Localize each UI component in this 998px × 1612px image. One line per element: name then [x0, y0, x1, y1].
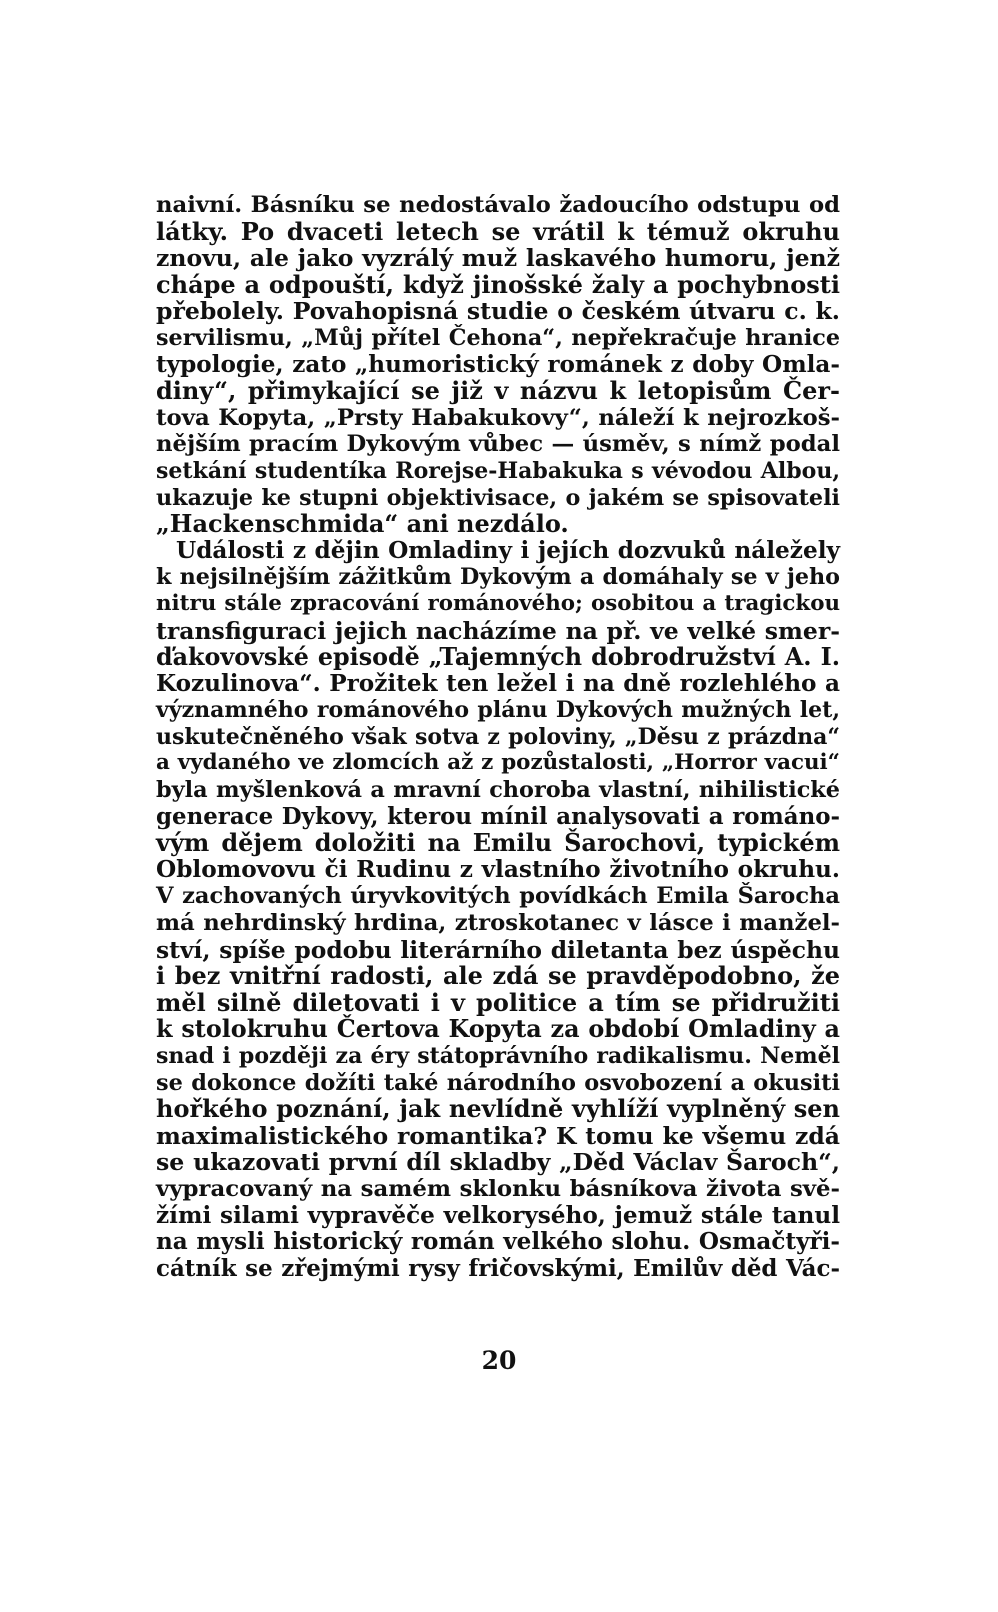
text-line: transfiguraci jejich nacházíme na př. ve velké smer- [156, 616, 840, 645]
text-line: byla myšlenková a mravní choroba vlastní, nihilistické [156, 777, 840, 804]
text-line: typologie, zato „humoristický románek z doby Omla- [156, 350, 840, 378]
text-line: měl silně diletovati i v politice a tím se přidružiti [156, 987, 840, 1017]
text-line-paragraph-end: „Hackenschmida“ ani nezdálo. [156, 509, 569, 539]
text-line: k nejsilnějším zážitkům Dykovým a domáhaly se v jeho [156, 564, 840, 591]
text-line: vypracovaný na samém sklonku básníkova života svě- [156, 1175, 840, 1202]
body-text [156, 192, 840, 1282]
text-line: přebolely. Povahopisná studie o českém útvaru c. k. [156, 297, 840, 326]
text-line: významného románového plánu Dykových mužných let, [156, 697, 840, 724]
text-line: znovu, ale jako vyzrálý muž laskavého humoru, jenž [156, 244, 840, 273]
text-line-paragraph-start: Události z dějin Omladiny i jejích dozvuků náležely [176, 536, 840, 564]
text-line: ství, spíše podobu literárního diletanta bez úspěchu [156, 935, 840, 964]
text-line: tova Kopyta, „Prsty Habakukovy“, náleží k nejrozkoš- [156, 404, 840, 431]
page-number: 20 [481, 1346, 517, 1375]
text-line: ďakovovské episodě „Tajemných dobrodružství A. I. [156, 643, 840, 672]
text-line: cátník se zřejmými rysy fričovskými, Emilův děd Vác- [156, 1254, 840, 1282]
text-line: servilismu, „Můj přítel Čehona“, nepřekračuje hranice [156, 324, 840, 351]
text-line: vým dějem doložiti na Emilu Šarochovi, typickém [156, 828, 840, 858]
text-line: hořkého poznání, jak nevlídně vyhlíží vyplněný sen [156, 1094, 840, 1124]
text-line: naivní. Básníku se nedostávalo žadoucího odstupu od [156, 192, 840, 218]
text-line: uskutečněného však sotva z poloviny, „Děsu z prázdna“ [156, 723, 840, 750]
text-line: na mysli historický román velkého slohu. Osmačtyři- [156, 1228, 840, 1256]
text-line: žími silami vypravěče velkorysého, jemuž stále tanul [156, 1201, 840, 1229]
text-line: diny“, přimykající se již v názvu k letopisům Čer- [156, 376, 840, 406]
text-line: chápe a odpouští, když jinošské žaly a pochybnosti [156, 269, 840, 299]
text-line: maximalistického romantika? K tomu ke všemu zdá [156, 1121, 840, 1150]
text-line: ukazuje ke stupni objektivisace, o jakém se spisovateli [156, 484, 840, 511]
text-line: generace Dykovy, kterou mínil analysovati a románo- [156, 802, 840, 830]
text-line: V zachovaných úryvkovitých povídkách Emila Šarocha [156, 883, 840, 910]
text-line: se dokonce dožíti také národního osvobození a okusiti [156, 1069, 840, 1096]
text-line: setkání studentíka Rorejse-Habakuka s vévodou Albou, [156, 457, 840, 484]
text-line: se ukazovati první díl skladby „Děd Václav Šaroch“, [156, 1148, 840, 1177]
text-line: nitru stále zpracování románového; osobitou a tragickou [156, 590, 840, 616]
text-line: Kozulinova“. Prožitek ten ležel i na dně rozlehlého a [156, 669, 840, 697]
text-line: k stolokruhu Čertova Kopyta za období Omladiny a [156, 1015, 840, 1044]
text-line: a vydaného ve zlomcích až z pozůstalosti, „Horror vacui“ [156, 750, 840, 776]
text-line: látky. Po dvaceti letech se vrátil k témuž okruhu [156, 216, 840, 246]
text-line: nějším pracím Dykovým vůbec — úsměv, s nímž podal [156, 431, 840, 458]
text-line: Oblomovovu či Rudinu z vlastního životního okruhu. [156, 855, 840, 883]
text-line: i bez vnitřní radosti, ale zdá se pravděpodobno, že [156, 961, 840, 991]
text-line: snad i později za éry státoprávního radikalismu. Neměl [156, 1043, 840, 1069]
text-line: má nehrdinský hrdina, ztroskotanec v lásce i manžel- [156, 910, 840, 937]
